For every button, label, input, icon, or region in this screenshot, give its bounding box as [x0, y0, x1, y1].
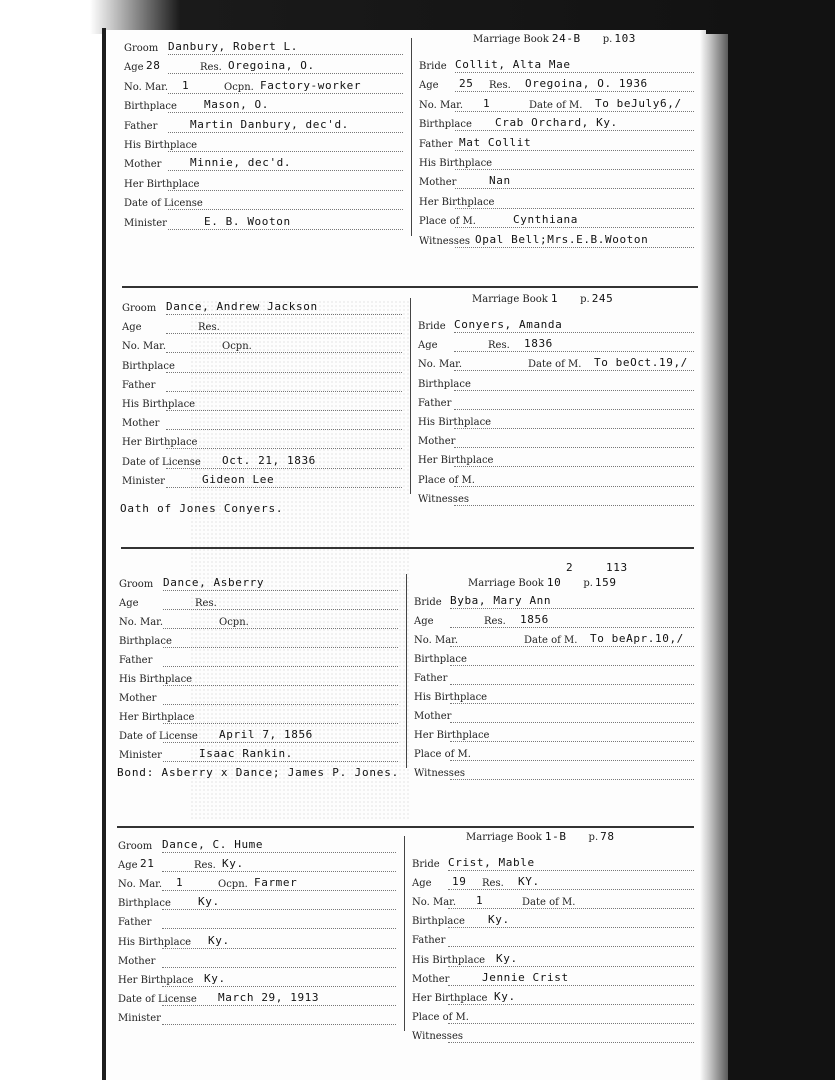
- groom-no-mar-label-text: No. Mar.: [118, 879, 163, 891]
- groom-age-label: [124, 61, 144, 73]
- marriage-book-header: [472, 292, 613, 305]
- bride-res-label-text: Res.: [482, 878, 504, 890]
- bride-date-of-m-label-text: Date of M.: [522, 897, 576, 909]
- groom-ocpn-label: [219, 616, 249, 628]
- groom-his-birthplace-label-text: His Birthplace: [124, 140, 198, 151]
- bride-date-of-m-label: [522, 896, 575, 908]
- marriage-book-number: 24-B: [551, 32, 581, 45]
- groom-her-birthplace-line: [163, 714, 398, 724]
- groom-father-label: [124, 120, 157, 132]
- groom-her-birthplace-line: [166, 439, 402, 449]
- groom-res-value: Oregoina, O.: [228, 59, 315, 73]
- groom-ocpn-value: Farmer: [254, 876, 298, 890]
- bride-witnesses-line: [454, 496, 694, 506]
- groom-his-birthplace-value: Ky.: [208, 933, 230, 947]
- groom-groom-label: [124, 42, 158, 54]
- groom-no-mar-label-text: No. Mar.: [122, 341, 167, 353]
- bride-res-label: [482, 877, 504, 889]
- bride-her-birthplace-label-text: Her Birthplace: [414, 730, 490, 741]
- bride-place-of-m-label-text: Place of M.: [414, 749, 471, 760]
- groom-date-of-license-label-text: Date of License: [122, 456, 201, 468]
- groom-ocpn-label-text: Ocpn.: [218, 879, 248, 891]
- marriage-book-number: 1-B: [544, 830, 567, 843]
- bride-birthplace-label-text: Birthplace: [419, 119, 472, 131]
- bride-her-birthplace-value: Ky.: [494, 989, 516, 1003]
- bride-his-birthplace-label-text: His Birthplace: [414, 692, 488, 703]
- bride-bride-value: Collit, Alta Mae: [455, 58, 571, 71]
- groom-father-line: [166, 382, 402, 392]
- bride-father-label: [418, 397, 451, 409]
- bride-bride-label: [419, 60, 447, 72]
- marriage-book-number-superscript: 2: [566, 561, 574, 574]
- bride-no-mar-label-text: No. Mar.: [419, 99, 464, 111]
- bride-birthplace-label-text: Birthplace: [418, 378, 471, 390]
- groom-her-birthplace-label-text: Her Birthplace: [122, 437, 198, 449]
- bride-father-label: [412, 934, 445, 946]
- groom-her-birthplace-label-text: Her Birthplace: [118, 974, 194, 986]
- groom-groom-label: [122, 302, 156, 314]
- bride-bride-label: [412, 858, 440, 870]
- groom-minister-label-text: Minister: [124, 217, 167, 229]
- record-divider-line: [411, 38, 412, 236]
- bride-his-birthplace-label-text: His Birthplace: [412, 954, 486, 966]
- bride-mother-line: [454, 438, 694, 448]
- groom-age-value: 28: [146, 59, 161, 73]
- bride-father-label: [419, 138, 452, 150]
- groom-minister-label: [122, 475, 165, 487]
- groom-his-birthplace-line: [168, 142, 403, 152]
- marriage-book-header: [466, 830, 615, 843]
- bride-date-of-m-label: [529, 99, 582, 111]
- bride-mother-label: [418, 435, 455, 447]
- groom-groom-value: Dance, Andrew Jackson: [166, 300, 318, 313]
- groom-ocpn-label-text: Ocpn.: [224, 81, 254, 93]
- bride-date-of-m-value: To beJuly6,/: [595, 96, 682, 110]
- groom-minister-value: E. B. Wooton: [204, 214, 291, 228]
- bride-father-label-text: Father: [412, 935, 446, 947]
- groom-age-label: [122, 321, 142, 333]
- bride-res-label-text: Res.: [488, 340, 510, 352]
- groom-res-label-text: Res.: [200, 62, 222, 74]
- bride-res-label: [488, 339, 510, 351]
- bride-her-birthplace-label-text: Her Birthplace: [418, 455, 494, 467]
- groom-groom-value: Dance, C. Hume: [162, 838, 264, 851]
- bride-place-of-m-label-text: Place of M.: [418, 474, 475, 486]
- bride-age-value: 25: [459, 77, 474, 91]
- bride-age-label: [412, 877, 432, 889]
- groom-birthplace-label-text: Birthplace: [124, 101, 177, 113]
- record-separator-line: [117, 826, 694, 828]
- bride-her-birthplace-label-text: Her Birthplace: [419, 196, 495, 208]
- marriage-book-header: [468, 576, 617, 589]
- groom-no-mar-line: [166, 343, 402, 353]
- marriage-book-page-label: p.: [602, 34, 613, 45]
- groom-groom-label-text: Groom: [122, 303, 157, 314]
- bride-her-birthplace-line: [448, 995, 694, 1005]
- bride-his-birthplace-line: [448, 957, 694, 967]
- groom-groom-value: Dance, Asberry: [163, 576, 265, 589]
- groom-groom-label: [119, 578, 153, 590]
- marriage-book-page-label: p.: [588, 832, 599, 843]
- bride-father-line: [454, 400, 694, 410]
- bride-age-label-text: Age: [418, 340, 438, 352]
- bride-res-value: 1836: [524, 337, 553, 351]
- bride-age-label: [418, 339, 438, 351]
- marriage-book-number: 10: [546, 576, 562, 589]
- groom-mother-line: [163, 695, 398, 705]
- groom-res-value: Ky.: [222, 857, 244, 871]
- groom-res-label: [200, 61, 222, 73]
- bride-birthplace-line: [448, 918, 694, 928]
- groom-her-birthplace-label-text: Her Birthplace: [124, 178, 200, 190]
- bride-father-label-text: Father: [418, 397, 452, 409]
- bride-mother-value: Jennie Crist: [482, 970, 569, 984]
- bride-mother-line: [450, 713, 694, 723]
- groom-groom-label-text: Groom: [119, 579, 154, 590]
- bride-his-birthplace-value: Ky.: [496, 951, 518, 965]
- bride-date-of-m-label-text: Date of M.: [524, 635, 578, 646]
- groom-no-mar-label: [124, 81, 168, 93]
- bride-date-of-m-value: To beOct.19,/: [594, 356, 688, 370]
- groom-birthplace-line: [166, 363, 402, 373]
- groom-birthplace-value: Mason, O.: [204, 98, 270, 112]
- marriage-book-label: Marriage Book: [466, 832, 542, 843]
- bride-his-birthplace-label-text: His Birthplace: [419, 158, 493, 169]
- groom-birthplace-label-text: Birthplace: [122, 360, 175, 372]
- bride-father-label: [414, 672, 447, 684]
- groom-age-label-text: Age: [119, 598, 139, 609]
- groom-ocpn-label: [224, 81, 254, 93]
- groom-her-birthplace-label-text: Her Birthplace: [119, 712, 195, 723]
- bride-mother-label: [412, 973, 449, 985]
- bride-age-label: [414, 615, 434, 627]
- bride-bride-value: Byba, Mary Ann: [450, 594, 552, 607]
- bride-birthplace-line: [454, 381, 694, 391]
- groom-birthplace-label-text: Birthplace: [119, 636, 172, 647]
- bride-date-of-m-label: [524, 634, 577, 646]
- groom-age-label: [119, 597, 139, 609]
- groom-his-birthplace-label-text: His Birthplace: [118, 936, 192, 948]
- bride-witnesses-line: [450, 770, 694, 780]
- groom-ocpn-label: [222, 340, 252, 352]
- groom-mother-value: Minnie, dec'd.: [190, 156, 292, 170]
- groom-her-birthplace-line: [162, 977, 396, 987]
- groom-father-label: [119, 654, 152, 666]
- groom-res-label: [194, 859, 216, 871]
- bride-res-label: [484, 615, 506, 627]
- bride-res-label: [489, 79, 511, 91]
- groom-groom-value: Danbury, Robert L.: [168, 40, 299, 53]
- bride-bride-label-text: Bride: [414, 597, 442, 608]
- groom-father-line: [163, 657, 398, 667]
- bride-age-label: [419, 79, 439, 91]
- bride-father-line: [450, 675, 694, 685]
- bride-no-mar-value: 1: [483, 96, 491, 110]
- groom-his-birthplace-label-text: His Birthplace: [119, 674, 193, 685]
- bride-witnesses-line: [448, 1033, 694, 1043]
- groom-ocpn-label-text: Ocpn.: [222, 341, 252, 353]
- bride-his-birthplace-line: [455, 160, 694, 170]
- bride-mother-label-text: Mother: [414, 711, 452, 722]
- groom-date-of-license-label-text: Date of License: [124, 198, 203, 210]
- groom-mother-label: [118, 955, 155, 967]
- bride-bride-label: [418, 320, 446, 332]
- groom-minister-label: [119, 749, 162, 761]
- groom-mother-label: [119, 692, 156, 704]
- groom-mother-label-text: Mother: [124, 159, 162, 171]
- groom-date-of-license-label-text: Date of License: [119, 731, 198, 742]
- bride-res-value: 1856: [520, 613, 549, 626]
- bride-date-of-m-value: To beApr.10,/: [590, 632, 684, 645]
- bride-father-line: [448, 937, 694, 947]
- bride-date-of-m-label-text: Date of M.: [529, 99, 583, 111]
- marriage-book-page-label: p.: [583, 578, 593, 589]
- groom-date-of-license-value: April 7, 1856: [219, 728, 313, 741]
- bride-her-birthplace-line: [455, 199, 694, 209]
- bride-her-birthplace-line: [450, 732, 694, 742]
- groom-his-birthplace-line: [162, 939, 396, 949]
- groom-father-label-text: Father: [118, 917, 152, 929]
- bride-his-birthplace-label-text: His Birthplace: [418, 417, 492, 428]
- bride-mother-label: [419, 176, 456, 188]
- groom-father-label: [118, 916, 151, 928]
- groom-res-label-text: Res.: [194, 860, 216, 872]
- marriage-book-page: 103: [614, 32, 637, 45]
- groom-mother-line: [166, 420, 402, 430]
- record-separator-line: [121, 547, 694, 549]
- bride-age-label-text: Age: [412, 878, 432, 890]
- bride-age-value: 19: [452, 875, 467, 889]
- bride-no-mar-label-text: No. Mar.: [418, 359, 463, 371]
- marriage-book-page: 78: [600, 830, 615, 843]
- groom-mother-label-text: Mother: [118, 955, 156, 967]
- bride-res-value: KY.: [518, 875, 540, 889]
- bride-place-of-m-line: [450, 751, 694, 761]
- groom-father-line: [162, 919, 396, 929]
- groom-his-birthplace-label-text: His Birthplace: [122, 399, 196, 410]
- groom-groom-label: [118, 840, 152, 852]
- groom-date-of-license-value: Oct. 21, 1836: [222, 453, 316, 467]
- groom-no-mar-label-text: No. Mar.: [119, 617, 164, 628]
- bride-father-label-text: Father: [419, 138, 453, 150]
- bride-place-of-m-line: [448, 1014, 694, 1024]
- groom-birthplace-line: [163, 638, 398, 648]
- groom-no-mar-label-text: No. Mar.: [124, 81, 169, 93]
- bride-mother-label-text: Mother: [412, 973, 450, 985]
- bride-his-birthplace-line: [450, 694, 694, 704]
- bride-bride-label-text: Bride: [418, 321, 446, 332]
- bride-no-mar-label-text: No. Mar.: [414, 635, 459, 646]
- bride-date-of-m-label-text: Date of M.: [528, 359, 582, 371]
- groom-date-of-license-label-text: Date of License: [118, 993, 197, 1005]
- bride-place-of-m-label-text: Place of M.: [419, 216, 476, 228]
- bride-witnesses-value: Opal Bell;Mrs.E.B.Wooton: [475, 232, 649, 246]
- groom-father-label: [122, 379, 155, 391]
- groom-age-label: [118, 859, 138, 871]
- bride-no-mar-label-text: No. Mar.: [412, 897, 457, 909]
- bride-witnesses-label-text: Witnesses: [418, 493, 469, 505]
- groom-mother-label-text: Mother: [119, 693, 157, 704]
- groom-date-of-license-value: March 29, 1913: [218, 990, 320, 1004]
- bride-res-value: Oregoina, O. 1936: [525, 77, 648, 91]
- groom-no-mar-label: [122, 340, 166, 352]
- groom-mother-label: [124, 158, 161, 170]
- groom-father-label-text: Father: [119, 655, 153, 666]
- groom-minister-label-text: Minister: [122, 475, 165, 487]
- bride-birthplace-label-text: Birthplace: [412, 916, 465, 928]
- bride-birthplace-value: Ky.: [488, 913, 510, 927]
- bride-bride-value: Conyers, Amanda: [454, 318, 563, 331]
- groom-ocpn-label: [218, 878, 248, 890]
- groom-no-mar-line: [163, 619, 398, 629]
- groom-her-birthplace-value: Ky.: [204, 971, 226, 985]
- bride-mother-label: [414, 710, 451, 722]
- groom-no-mar-value: 1: [182, 78, 190, 92]
- bride-his-birthplace-line: [454, 419, 694, 429]
- bride-father-label-text: Father: [414, 673, 448, 684]
- bride-res-label-text: Res.: [484, 616, 506, 627]
- bride-bride-label-text: Bride: [412, 859, 440, 870]
- groom-his-birthplace-line: [166, 401, 402, 411]
- groom-minister-label-text: Minister: [119, 750, 162, 761]
- marriage-book-page: 159: [594, 576, 617, 589]
- bride-place-of-m-value: Cynthiana: [513, 213, 579, 227]
- groom-age-value: 21: [140, 857, 155, 871]
- groom-minister-line: [162, 1015, 396, 1025]
- marriage-book-number: 1: [550, 292, 559, 305]
- record-divider-line: [404, 836, 405, 1031]
- marriage-book-label: Marriage Book: [473, 34, 549, 45]
- groom-date-of-license-line: [168, 200, 403, 210]
- bride-place-of-m-label-text: Place of M.: [412, 1011, 469, 1023]
- bride-age-label-text: Age: [414, 616, 434, 627]
- bride-birthplace-line: [450, 656, 694, 666]
- bride-place-of-m-line: [454, 477, 694, 487]
- bride-mother-label-text: Mother: [418, 436, 456, 448]
- record-note: Oath of Jones Conyers.: [120, 502, 284, 515]
- bride-father-value: Mat Collit: [459, 135, 532, 149]
- bride-birthplace-label-text: Birthplace: [414, 654, 467, 665]
- groom-minister-label: [124, 217, 167, 229]
- bride-her-birthplace-line: [454, 457, 694, 467]
- groom-minister-value: Gideon Lee: [202, 472, 275, 486]
- groom-mother-label-text: Mother: [122, 418, 160, 430]
- marriage-book-label: Marriage Book: [468, 578, 544, 589]
- bride-bride-label-text: Bride: [419, 61, 447, 72]
- groom-birthplace-label-text: Birthplace: [118, 898, 171, 910]
- record-divider-line: [410, 298, 411, 494]
- groom-mother-label: [122, 417, 159, 429]
- groom-groom-label-text: Groom: [124, 43, 159, 54]
- marriage-book-header: [473, 32, 636, 45]
- marriage-book-page-superscript: 113: [606, 561, 628, 574]
- record-separator-line: [122, 286, 698, 288]
- bride-age-label-text: Age: [419, 80, 439, 92]
- groom-no-mar-label: [119, 616, 163, 628]
- groom-his-birthplace-line: [163, 676, 398, 686]
- groom-minister-label: [118, 1012, 161, 1024]
- groom-father-value: Martin Danbury, dec'd.: [190, 117, 349, 131]
- bride-date-of-m-label: [528, 358, 581, 370]
- marriage-book-page: 245: [591, 292, 614, 305]
- groom-no-mar-label: [118, 878, 162, 890]
- marriage-book-page-label: p.: [580, 294, 590, 305]
- bride-res-label-text: Res.: [489, 80, 511, 92]
- groom-ocpn-value: Factory-worker: [260, 78, 362, 92]
- groom-age-label-text: Age: [122, 322, 142, 334]
- bride-mother-label-text: Mother: [419, 177, 457, 189]
- groom-father-label-text: Father: [122, 379, 156, 391]
- groom-res-label-text: Res.: [195, 598, 217, 609]
- groom-age-label-text: Age: [118, 860, 138, 872]
- groom-res-label: [198, 321, 220, 333]
- bride-bride-label: [414, 596, 442, 608]
- record-note: Bond: Asberry x Dance; James P. Jones.: [117, 766, 400, 779]
- groom-groom-label-text: Groom: [118, 841, 153, 852]
- groom-minister-value: Isaac Rankin.: [199, 747, 293, 760]
- bride-bride-value: Crist, Mable: [448, 856, 535, 869]
- record-divider-line: [406, 574, 407, 768]
- marriage-book-label: Marriage Book: [472, 294, 548, 305]
- bride-witnesses-label-text: Witnesses: [419, 235, 470, 247]
- scan-border-right: [728, 0, 835, 1080]
- groom-her-birthplace-line: [168, 181, 403, 191]
- scan-border-left: [102, 28, 106, 1080]
- bride-no-mar-value: 1: [476, 894, 484, 908]
- groom-birthplace-value: Ky.: [198, 895, 220, 909]
- groom-mother-line: [162, 958, 396, 968]
- groom-minister-label-text: Minister: [118, 1012, 161, 1024]
- bride-witnesses-label-text: Witnesses: [412, 1030, 463, 1042]
- bride-birthplace-value: Crab Orchard, Ky.: [495, 116, 618, 130]
- bride-witnesses-label-text: Witnesses: [414, 768, 465, 779]
- groom-no-mar-value: 1: [176, 876, 184, 890]
- groom-res-label: [195, 597, 217, 609]
- groom-father-label-text: Father: [124, 120, 158, 132]
- bride-her-birthplace-label-text: Her Birthplace: [412, 992, 488, 1004]
- groom-res-label-text: Res.: [198, 322, 220, 334]
- groom-ocpn-label-text: Ocpn.: [219, 617, 249, 628]
- bride-mother-value: Nan: [489, 174, 511, 188]
- groom-age-label-text: Age: [124, 62, 144, 74]
